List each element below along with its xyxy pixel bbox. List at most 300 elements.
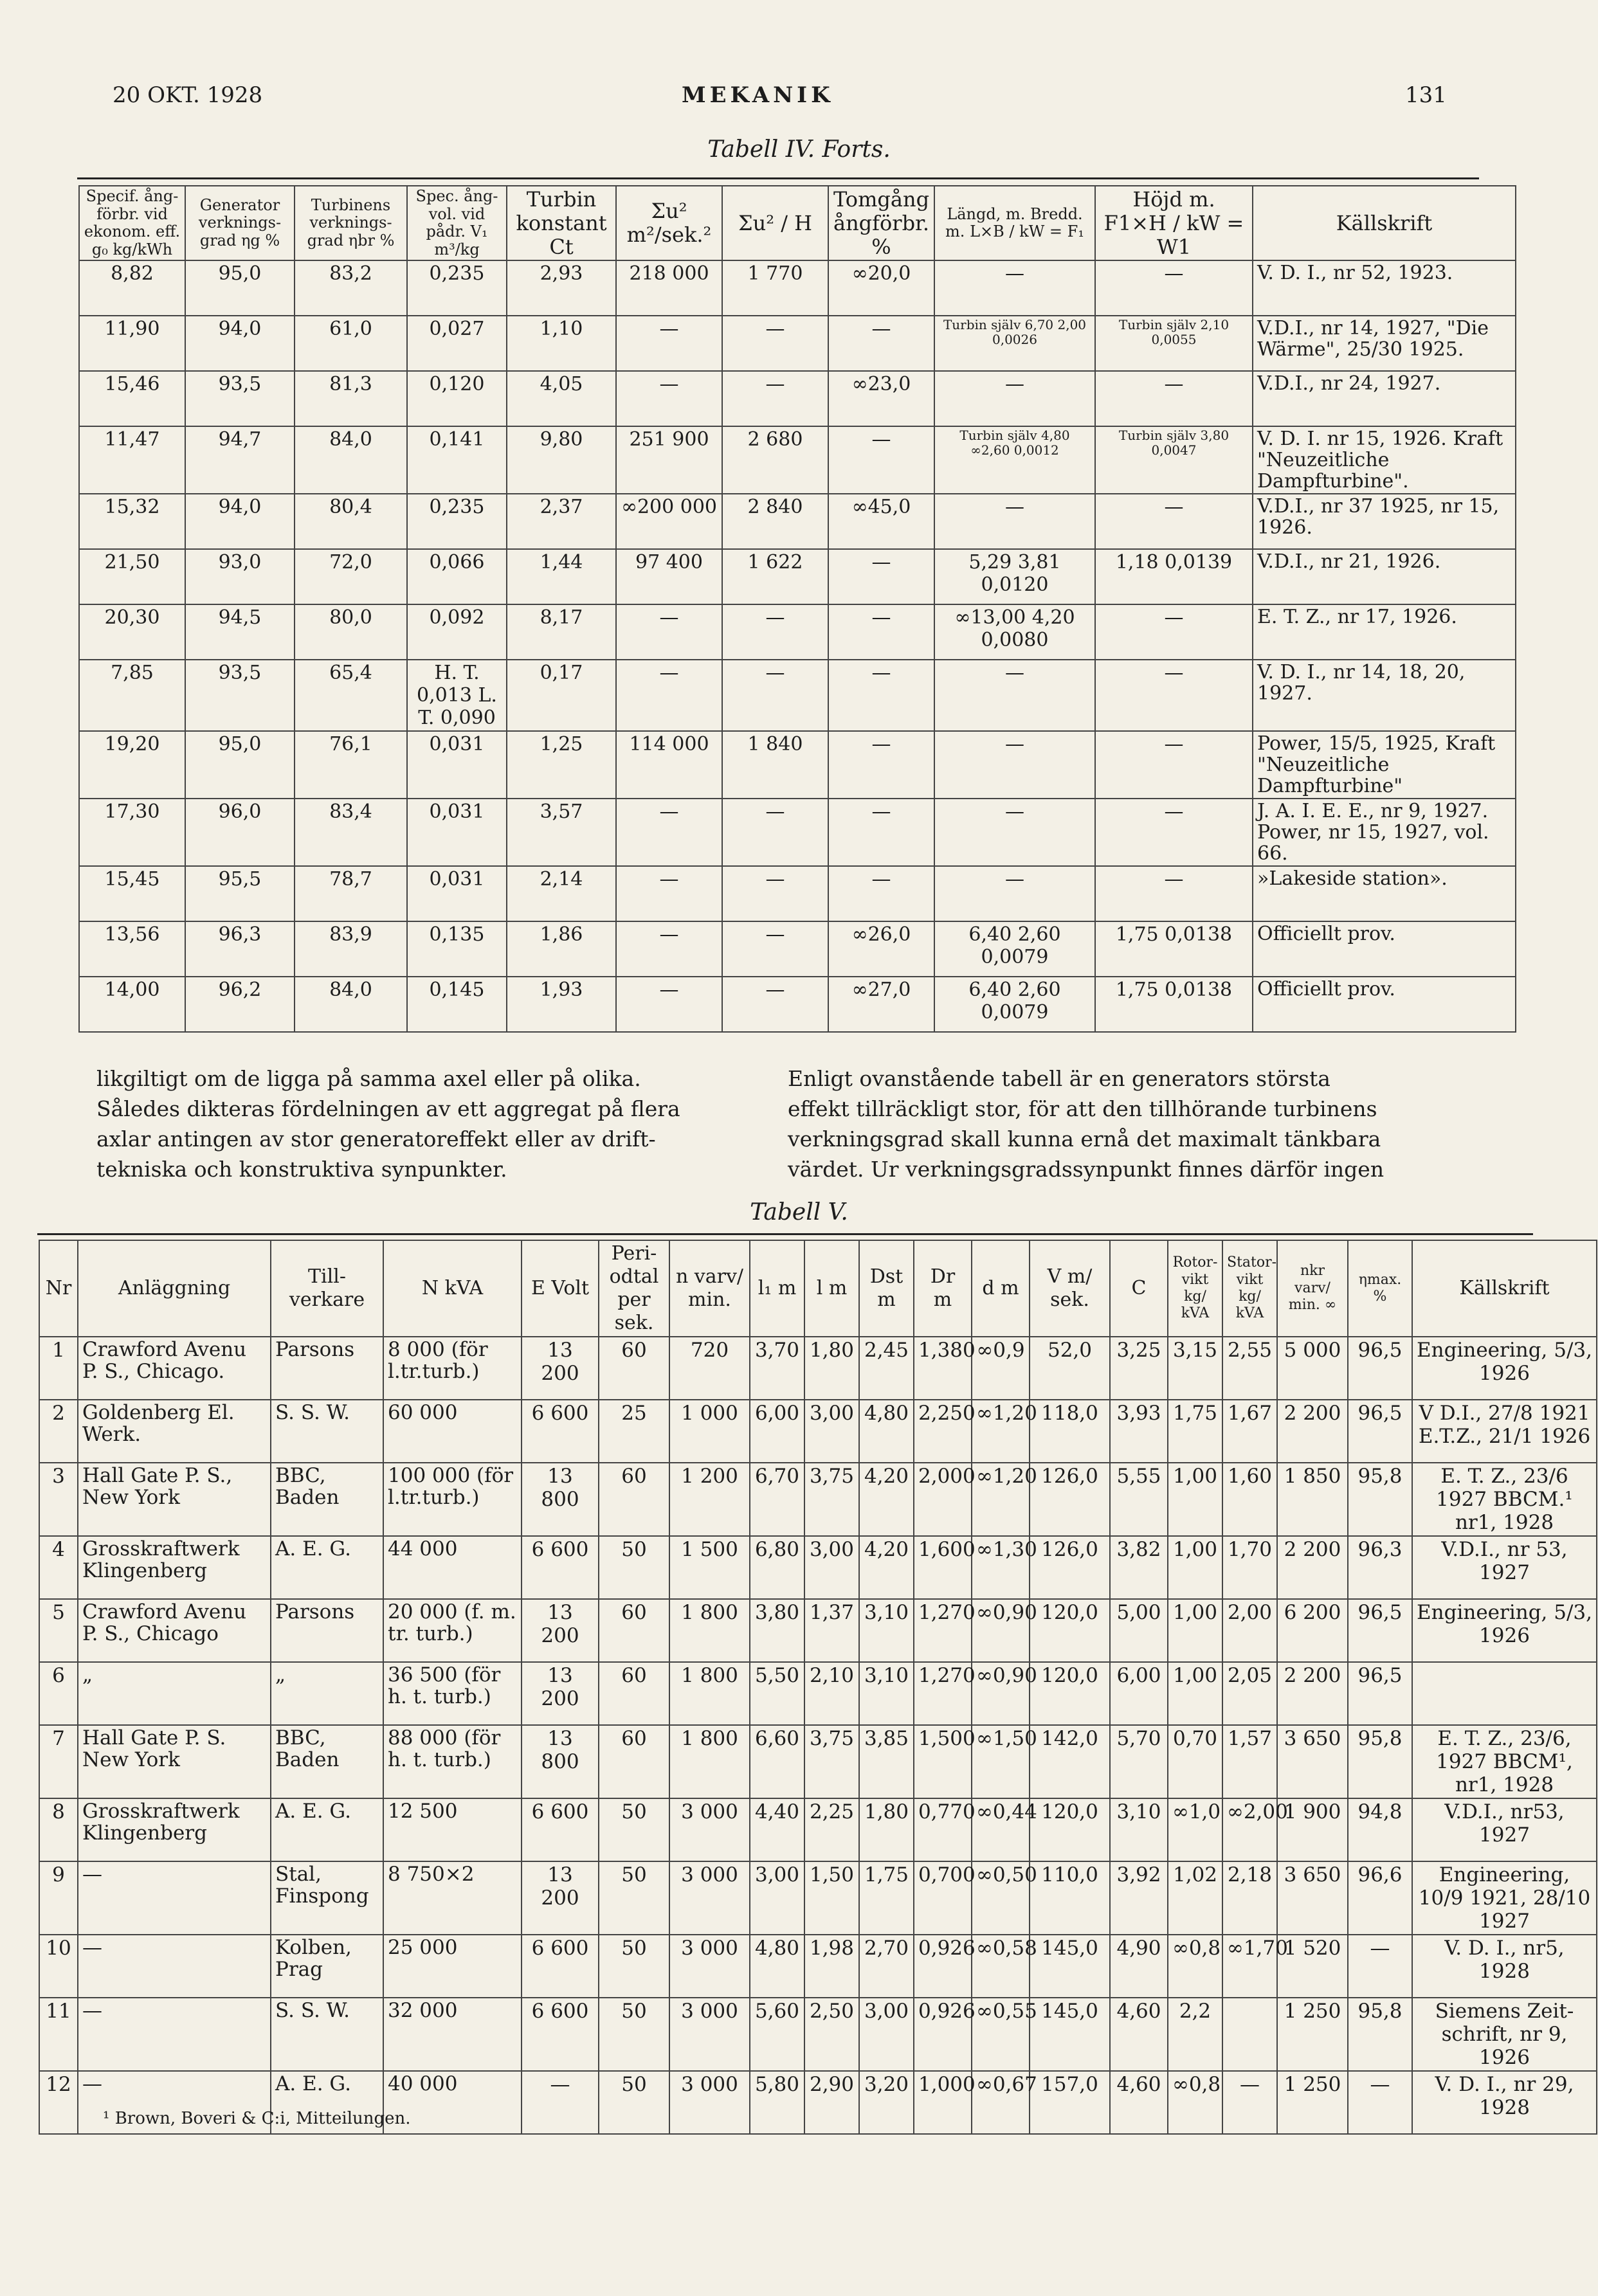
table5-cell: 95,8 [1348,1998,1412,2071]
table5-cell: 1 200 [669,1463,750,1536]
table-row [79,371,1516,426]
table5-cell: 0,700 [914,1861,972,1935]
table5-cell: 1,00 [1168,1463,1222,1536]
table4-cell: — [828,660,934,731]
table4-cell: ∞26,0 [828,921,934,977]
table4-cell: 13,56 [79,921,185,977]
table4-top-rule [77,177,1479,179]
table4-cell: 2,93 [507,260,616,316]
table4-cell: 84,0 [295,426,407,494]
table5-cell: — [1348,2071,1412,2134]
table4-cell: 1,75 0,0138 [1095,977,1253,1032]
table5-cell: 12 [39,2071,78,2134]
table5-cell: 1 250 [1277,1998,1348,2071]
table5-cell: 5,00 [1110,1599,1168,1662]
text-line: likgiltigt om de ligga på samma axel eller på olika. [96,1066,641,1091]
table4-cell: 0,092 [407,604,507,660]
table4-cell: — [1095,660,1253,731]
table5-cell: 2,50 [804,1998,859,2071]
table4-cell: — [722,371,828,426]
table-row [39,1536,1597,1599]
table5-cell: 50 [599,1998,669,2071]
table5-cell: V.D.I., nr53, 1927 [1412,1798,1597,1861]
table4-cell: 1,93 [507,977,616,1032]
table5-cell: E. T. Z., 23/6, 1927 BBCM¹, nr1, 1928 [1412,1725,1597,1798]
table5-cell: ∞1,70 [1222,1935,1277,1998]
table5-cell: A. E. G. [271,1536,383,1599]
table4-cell: 96,2 [185,977,295,1032]
table4-cell: 95,5 [185,866,295,921]
table5-cell: V D.I., 27/8 1921 E.T.Z., 21/1 1926 [1412,1400,1597,1463]
t5-col-l: l m [804,1240,859,1337]
table5-cell: 11 [39,1998,78,2071]
table5-cell: 95,8 [1348,1463,1412,1536]
table5-cell: 25 [599,1400,669,1463]
table5-cell: 157,0 [1030,2071,1110,2134]
table5-cell: 1,500 [914,1725,972,1798]
table5-cell: 1,37 [804,1599,859,1662]
table4-cell: — [722,660,828,731]
table4-cell: — [722,604,828,660]
table4-cell: V. D. I. nr 15, 1926. Kraft "Neuzeitliche Dampfturbine". [1253,426,1516,494]
table5-cell: 44 000 [383,1536,522,1599]
table5-cell: 110,0 [1030,1861,1110,1935]
table5-cell: Hall Gate P. S., New York [78,1463,271,1536]
table-row [79,866,1516,921]
table5-cell: 1 [39,1337,78,1400]
table5-cell: 3,00 [804,1400,859,1463]
table5-top-rule [37,1233,1533,1235]
table5-cell: 120,0 [1030,1798,1110,1861]
t5-col-kallskrift: Källskrift [1412,1240,1597,1337]
table4-cell: 9,80 [507,426,616,494]
table4-cell: — [828,604,934,660]
table5-cell: 1,75 [1168,1400,1222,1463]
table5-cell: 3 650 [1277,1861,1348,1935]
table5-cell: Crawford Avenu P. S., Chicago. [78,1337,271,1400]
table5-cell: 1,57 [1222,1725,1277,1798]
table5-cell: 3 000 [669,1861,750,1935]
table5-cell: 2,55 [1222,1337,1277,1400]
table5-cell: 3,92 [1110,1861,1168,1935]
table4-cell: 14,00 [79,977,185,1032]
table5-cell: 4,90 [1110,1935,1168,1998]
table4-cell: V.D.I., nr 21, 1926. [1253,549,1516,604]
table5-cell [1412,1662,1597,1725]
table5-cell: „ [271,1662,383,1725]
t5-col-periodtal: Peri-odtal per sek. [599,1240,669,1337]
table4-cell: 1,18 0,0139 [1095,549,1253,604]
table5-cell: 6,60 [750,1725,804,1798]
table4-caption: Tabell IV. Forts. [707,136,891,163]
table5-cell: 2,2 [1168,1998,1222,2071]
t4-col-hojd: Höjd m. F1×H / kW = W1 [1095,186,1253,260]
table5-cell: 1 850 [1277,1463,1348,1536]
table5-cell: ∞0,55 [972,1998,1030,2071]
table4-cell: — [1095,371,1253,426]
table-row [79,316,1516,371]
table5-cell: 2,250 [914,1400,972,1463]
table5-cell: 145,0 [1030,1935,1110,1998]
table5-cell: V. D. I., nr5, 1928 [1412,1935,1597,1998]
table5-cell: ∞1,30 [972,1536,1030,1599]
table5-cell: 1,60 [1222,1463,1277,1536]
table5-cell: 6 600 [522,1798,599,1861]
table5-cell: 3,00 [750,1861,804,1935]
table4-cell: 84,0 [295,977,407,1032]
table4-cell: 80,0 [295,604,407,660]
t5-col-varv: n varv/ min. [669,1240,750,1337]
table4-cell: 76,1 [295,731,407,799]
table-row [79,731,1516,799]
table5-cell: 3,10 [859,1599,914,1662]
table4-cell: Officiellt prov. [1253,977,1516,1032]
table4-cell: — [616,866,722,921]
table5-cell: 0,926 [914,1935,972,1998]
table4-cell: 251 900 [616,426,722,494]
table5-cell: Engineering, 5/3, 1926 [1412,1599,1597,1662]
table5-cell: 8 [39,1798,78,1861]
t5-col-tillverkare: Till-verkare [271,1240,383,1337]
table5-cell: S. S. W. [271,1998,383,2071]
table5-cell: 3 [39,1463,78,1536]
table4-cell: 8,82 [79,260,185,316]
table5-cell: 6 [39,1662,78,1725]
table5-cell: S. S. W. [271,1400,383,1463]
table4-cell: — [616,660,722,731]
t5-col-dr: Dr m [914,1240,972,1337]
table5-cell: 2,45 [859,1337,914,1400]
table5-cell: BBC, Baden [271,1725,383,1798]
table4-cell: ∞23,0 [828,371,934,426]
table5-cell: 50 [599,1935,669,1998]
table5-cell: 3,25 [1110,1337,1168,1400]
table5-cell: 5,60 [750,1998,804,2071]
table5-cell: 3,80 [750,1599,804,1662]
table5-cell: 3,75 [804,1463,859,1536]
table4 [78,185,1516,1033]
table5-cell: 5,50 [750,1662,804,1725]
table5-cell: 50 [599,1798,669,1861]
table4-cell: 65,4 [295,660,407,731]
table5-cell: 1,380 [914,1337,972,1400]
table4-cell: 1,44 [507,549,616,604]
table-row [79,426,1516,494]
table5-cell: — [78,1861,271,1935]
table4-cell: Turbin själv 3,80 0,0047 [1095,426,1253,494]
table4-cell: — [934,494,1095,549]
table4-cell: 0,235 [407,260,507,316]
table4-cell: — [828,426,934,494]
table5-cell: Parsons [271,1337,383,1400]
table5-cell: 2,000 [914,1463,972,1536]
table5-cell: 25 000 [383,1935,522,1998]
table5-cell: 96,5 [1348,1662,1412,1725]
table5-cell: 126,0 [1030,1463,1110,1536]
t5-col-dst: Dst m [859,1240,914,1337]
table4-cell: 11,47 [79,426,185,494]
table5-cell: 3,75 [804,1725,859,1798]
table5-cell: 3,70 [750,1337,804,1400]
table4-cell: 83,2 [295,260,407,316]
table5-cell: 60 000 [383,1400,522,1463]
table5-cell: 60 [599,1337,669,1400]
table5-cell: 60 [599,1599,669,1662]
table5-cell: 3,00 [859,1998,914,2071]
table5-cell: 20 000 (f. m. tr. turb.) [383,1599,522,1662]
table5-cell: 6 600 [522,1536,599,1599]
table5-cell: ∞0,90 [972,1662,1030,1725]
table4-cell: 94,5 [185,604,295,660]
table5-cell: 2 200 [1277,1536,1348,1599]
table5-cell: 1 520 [1277,1935,1348,1998]
table4-cell: 19,20 [79,731,185,799]
table5-cell: 1,000 [914,2071,972,2134]
table5-cell: 0,770 [914,1798,972,1861]
table4-cell: 0,135 [407,921,507,977]
t4-col-sum-u2-h: Σu² / H [722,186,828,260]
table5-cell: 50 [599,1536,669,1599]
table4-cell: — [828,549,934,604]
table5-cell: 95,8 [1348,1725,1412,1798]
t5-col-rotorvikt: Rotor-vikt kg/ kVA [1168,1240,1222,1337]
table5-cell: 1,80 [859,1798,914,1861]
table4-cell: 6,40 2,60 0,0079 [934,921,1095,977]
table4-cell: 83,4 [295,799,407,866]
table4-cell: 97 400 [616,549,722,604]
table5-cell: 8 750×2 [383,1861,522,1935]
table5-cell: 6 600 [522,1400,599,1463]
table5-cell: Stal, Finspong [271,1861,383,1935]
table4-cell: — [722,799,828,866]
table4-cell: 0,145 [407,977,507,1032]
table5-cell: V.D.I., nr 53, 1927 [1412,1536,1597,1599]
t5-col-n-kva: N kVA [383,1240,522,1337]
table5-cell: 0,70 [1168,1725,1222,1798]
table5-cell: 4,60 [1110,2071,1168,2134]
table5-cell: 4,20 [859,1463,914,1536]
table5-cell: 4,80 [859,1400,914,1463]
table5-cell: 13 200 [522,1599,599,1662]
table4-cell: ∞20,0 [828,260,934,316]
table5-cell: 13 200 [522,1861,599,1935]
table5-cell: 88 000 (för h. t. turb.) [383,1725,522,1798]
table4-cell: 95,0 [185,260,295,316]
table5-cell: 5 [39,1599,78,1662]
table4-cell: — [616,977,722,1032]
table5-cell: 6 200 [1277,1599,1348,1662]
table5-cell: 1 800 [669,1725,750,1798]
t5-col-eta-max: ηmax. % [1348,1240,1412,1337]
table4-cell: 94,7 [185,426,295,494]
table-row [79,549,1516,604]
table5-cell: ∞0,8 [1168,2071,1222,2134]
table5-cell: 2,05 [1222,1662,1277,1725]
table5-cell: Grosskraftwerk Klingenberg [78,1536,271,1599]
table5-cell: 3 000 [669,1798,750,1861]
table5-cell: 6 600 [522,1998,599,2071]
table5-cell: 1 500 [669,1536,750,1599]
table4-cell: — [828,866,934,921]
table5-cell: 50 [599,2071,669,2134]
t5-col-nr: Nr [39,1240,78,1337]
table5-caption: Tabell V. [750,1199,848,1225]
table4-cell: — [828,799,934,866]
table5-cell: Hall Gate P. S. New York [78,1725,271,1798]
table-row [39,1599,1597,1662]
table5-cell [1222,1998,1277,2071]
table4-cell: H. T. 0,013 L. T. 0,090 [407,660,507,731]
table4-cell: 78,7 [295,866,407,921]
table5-cell: 3 000 [669,2071,750,2134]
table5-cell: 3,10 [1110,1798,1168,1861]
table5-cell: A. E. G. [271,1798,383,1861]
table4-cell: 114 000 [616,731,722,799]
table5-cell: — [522,2071,599,2134]
table4-cell: ∞200 000 [616,494,722,549]
table5-cell: 1,02 [1168,1861,1222,1935]
table4-cell: 81,3 [295,371,407,426]
table5-cell: 2,90 [804,2071,859,2134]
table5-cell: 94,8 [1348,1798,1412,1861]
table5-cell: ∞0,67 [972,2071,1030,2134]
table4-cell: — [616,371,722,426]
table5-cell: 2,18 [1222,1861,1277,1935]
table-row [79,921,1516,977]
table5-cell: 1,98 [804,1935,859,1998]
table5-cell: 3,85 [859,1725,914,1798]
table4-cell: V. D. I., nr 52, 1923. [1253,260,1516,316]
table-row [79,494,1516,549]
table4-cell: 93,5 [185,660,295,731]
table4-cell: 0,235 [407,494,507,549]
text-column-right [788,1064,1463,1184]
table5-cell: 1,50 [804,1861,859,1935]
table-row [39,1463,1597,1536]
text-line: värdet. Ur verkningsgradssynpunkt finnes därför ingen [788,1156,1385,1182]
table5-cell: 4,20 [859,1536,914,1599]
table4-cell: 1,86 [507,921,616,977]
table5-cell: 6,00 [1110,1662,1168,1725]
t5-col-v: V m/ sek. [1030,1240,1110,1337]
table-row [79,604,1516,660]
table4-cell: 0,066 [407,549,507,604]
table4-cell: 0,120 [407,371,507,426]
table4-cell: — [828,731,934,799]
t5-col-nkr: nkr varv/ min. ∞ [1277,1240,1348,1337]
table4-cell: 7,85 [79,660,185,731]
table4-cell: Power, 15/5, 1925, Kraft "Neuzeitliche Dampfturbine" [1253,731,1516,799]
table5-cell: 1 900 [1277,1798,1348,1861]
table-row [79,260,1516,316]
table5-cell: 96,6 [1348,1861,1412,1935]
table5-cell: ∞0,50 [972,1861,1030,1935]
table4-cell: — [934,260,1095,316]
table4-cell: 2 840 [722,494,828,549]
table5-cell: 5,70 [1110,1725,1168,1798]
table5-cell: 3 650 [1277,1725,1348,1798]
table4-cell: — [1095,731,1253,799]
table4-cell: — [616,316,722,371]
table4-cell: 1 770 [722,260,828,316]
table4-cell: V.D.I., nr 24, 1927. [1253,371,1516,426]
table4-cell: Turbin själv 4,80 ∞2,60 0,0012 [934,426,1095,494]
table4-cell: — [1095,604,1253,660]
table4-cell: — [1095,799,1253,866]
table5-cell: 6,00 [750,1400,804,1463]
table4-cell: 93,5 [185,371,295,426]
header-section: MEKANIK [682,82,834,108]
table4-cell: Turbin själv 6,70 2,00 0,0026 [934,316,1095,371]
table5-cell: 52,0 [1030,1337,1110,1400]
table5-cell: ∞0,9 [972,1337,1030,1400]
table5-cell: 9 [39,1861,78,1935]
table-row [39,1337,1597,1400]
table4-cell: 72,0 [295,549,407,604]
t5-col-statorvikt: Stator-vikt kg/ kVA [1222,1240,1277,1337]
table4-cell: 2 680 [722,426,828,494]
table5-cell: 32 000 [383,1998,522,2071]
table5-cell: 12 500 [383,1798,522,1861]
table-row [79,977,1516,1032]
t5-col-l1: l₁ m [750,1240,804,1337]
table4-cell: — [722,921,828,977]
table4-cell: — [616,921,722,977]
table4-cell: 8,17 [507,604,616,660]
table5-cell: — [1222,2071,1277,2134]
table5-cell: 1,270 [914,1662,972,1725]
table4-cell: Officiellt prov. [1253,921,1516,977]
table4-cell: J. A. I. E. E., nr 9, 1927. Power, nr 15, 1927, vol. 66. [1253,799,1516,866]
table4-cell: 3,57 [507,799,616,866]
table4-cell: — [616,799,722,866]
table5-cell: — [78,2071,271,2134]
table4-cell: 0,17 [507,660,616,731]
footnote: ¹ Brown, Boveri & C:i, Mitteilungen. [103,2109,411,2128]
table5-cell: 60 [599,1463,669,1536]
table5-cell: 120,0 [1030,1662,1110,1725]
table4-cell: — [934,866,1095,921]
table5-cell: 13 800 [522,1463,599,1536]
text-column-left [96,1064,772,1184]
table4-cell: 93,0 [185,549,295,604]
table5-cell: 6 600 [522,1935,599,1998]
text-line: Enligt ovanstående tabell är en generators största [788,1066,1330,1091]
table5-cell: 5,80 [750,2071,804,2134]
table4-cell: 1,25 [507,731,616,799]
table5-cell: 145,0 [1030,1998,1110,2071]
table5-cell: 142,0 [1030,1725,1110,1798]
table5-cell: 36 500 (för h. t. turb.) [383,1662,522,1725]
t4-col-tomgang: Tomgång ångförbr. % [828,186,934,260]
table5-cell: Engineering, 10/9 1921, 28/10 1927 [1412,1861,1597,1935]
table4-cell: 218 000 [616,260,722,316]
table4-cell: 17,30 [79,799,185,866]
table5-cell: 6,70 [750,1463,804,1536]
table4-cell: — [934,799,1095,866]
table5-cell: 13 800 [522,1725,599,1798]
table5-cell: E. T. Z., 23/6 1927 BBCM.¹ nr1, 1928 [1412,1463,1597,1536]
table5-cell: Crawford Avenu P. S., Chicago [78,1599,271,1662]
table5-cell: 3 000 [669,1998,750,2071]
text-line: verkningsgrad skall kunna ernå det maximalt tänkbara [788,1126,1381,1152]
table5-cell: 1 800 [669,1599,750,1662]
t5-col-e-volt: E Volt [522,1240,599,1337]
table5-cell: 4 [39,1536,78,1599]
table5-cell: 96,3 [1348,1536,1412,1599]
table5-cell: 120,0 [1030,1599,1110,1662]
table4-cell: E. T. Z., nr 17, 1926. [1253,604,1516,660]
